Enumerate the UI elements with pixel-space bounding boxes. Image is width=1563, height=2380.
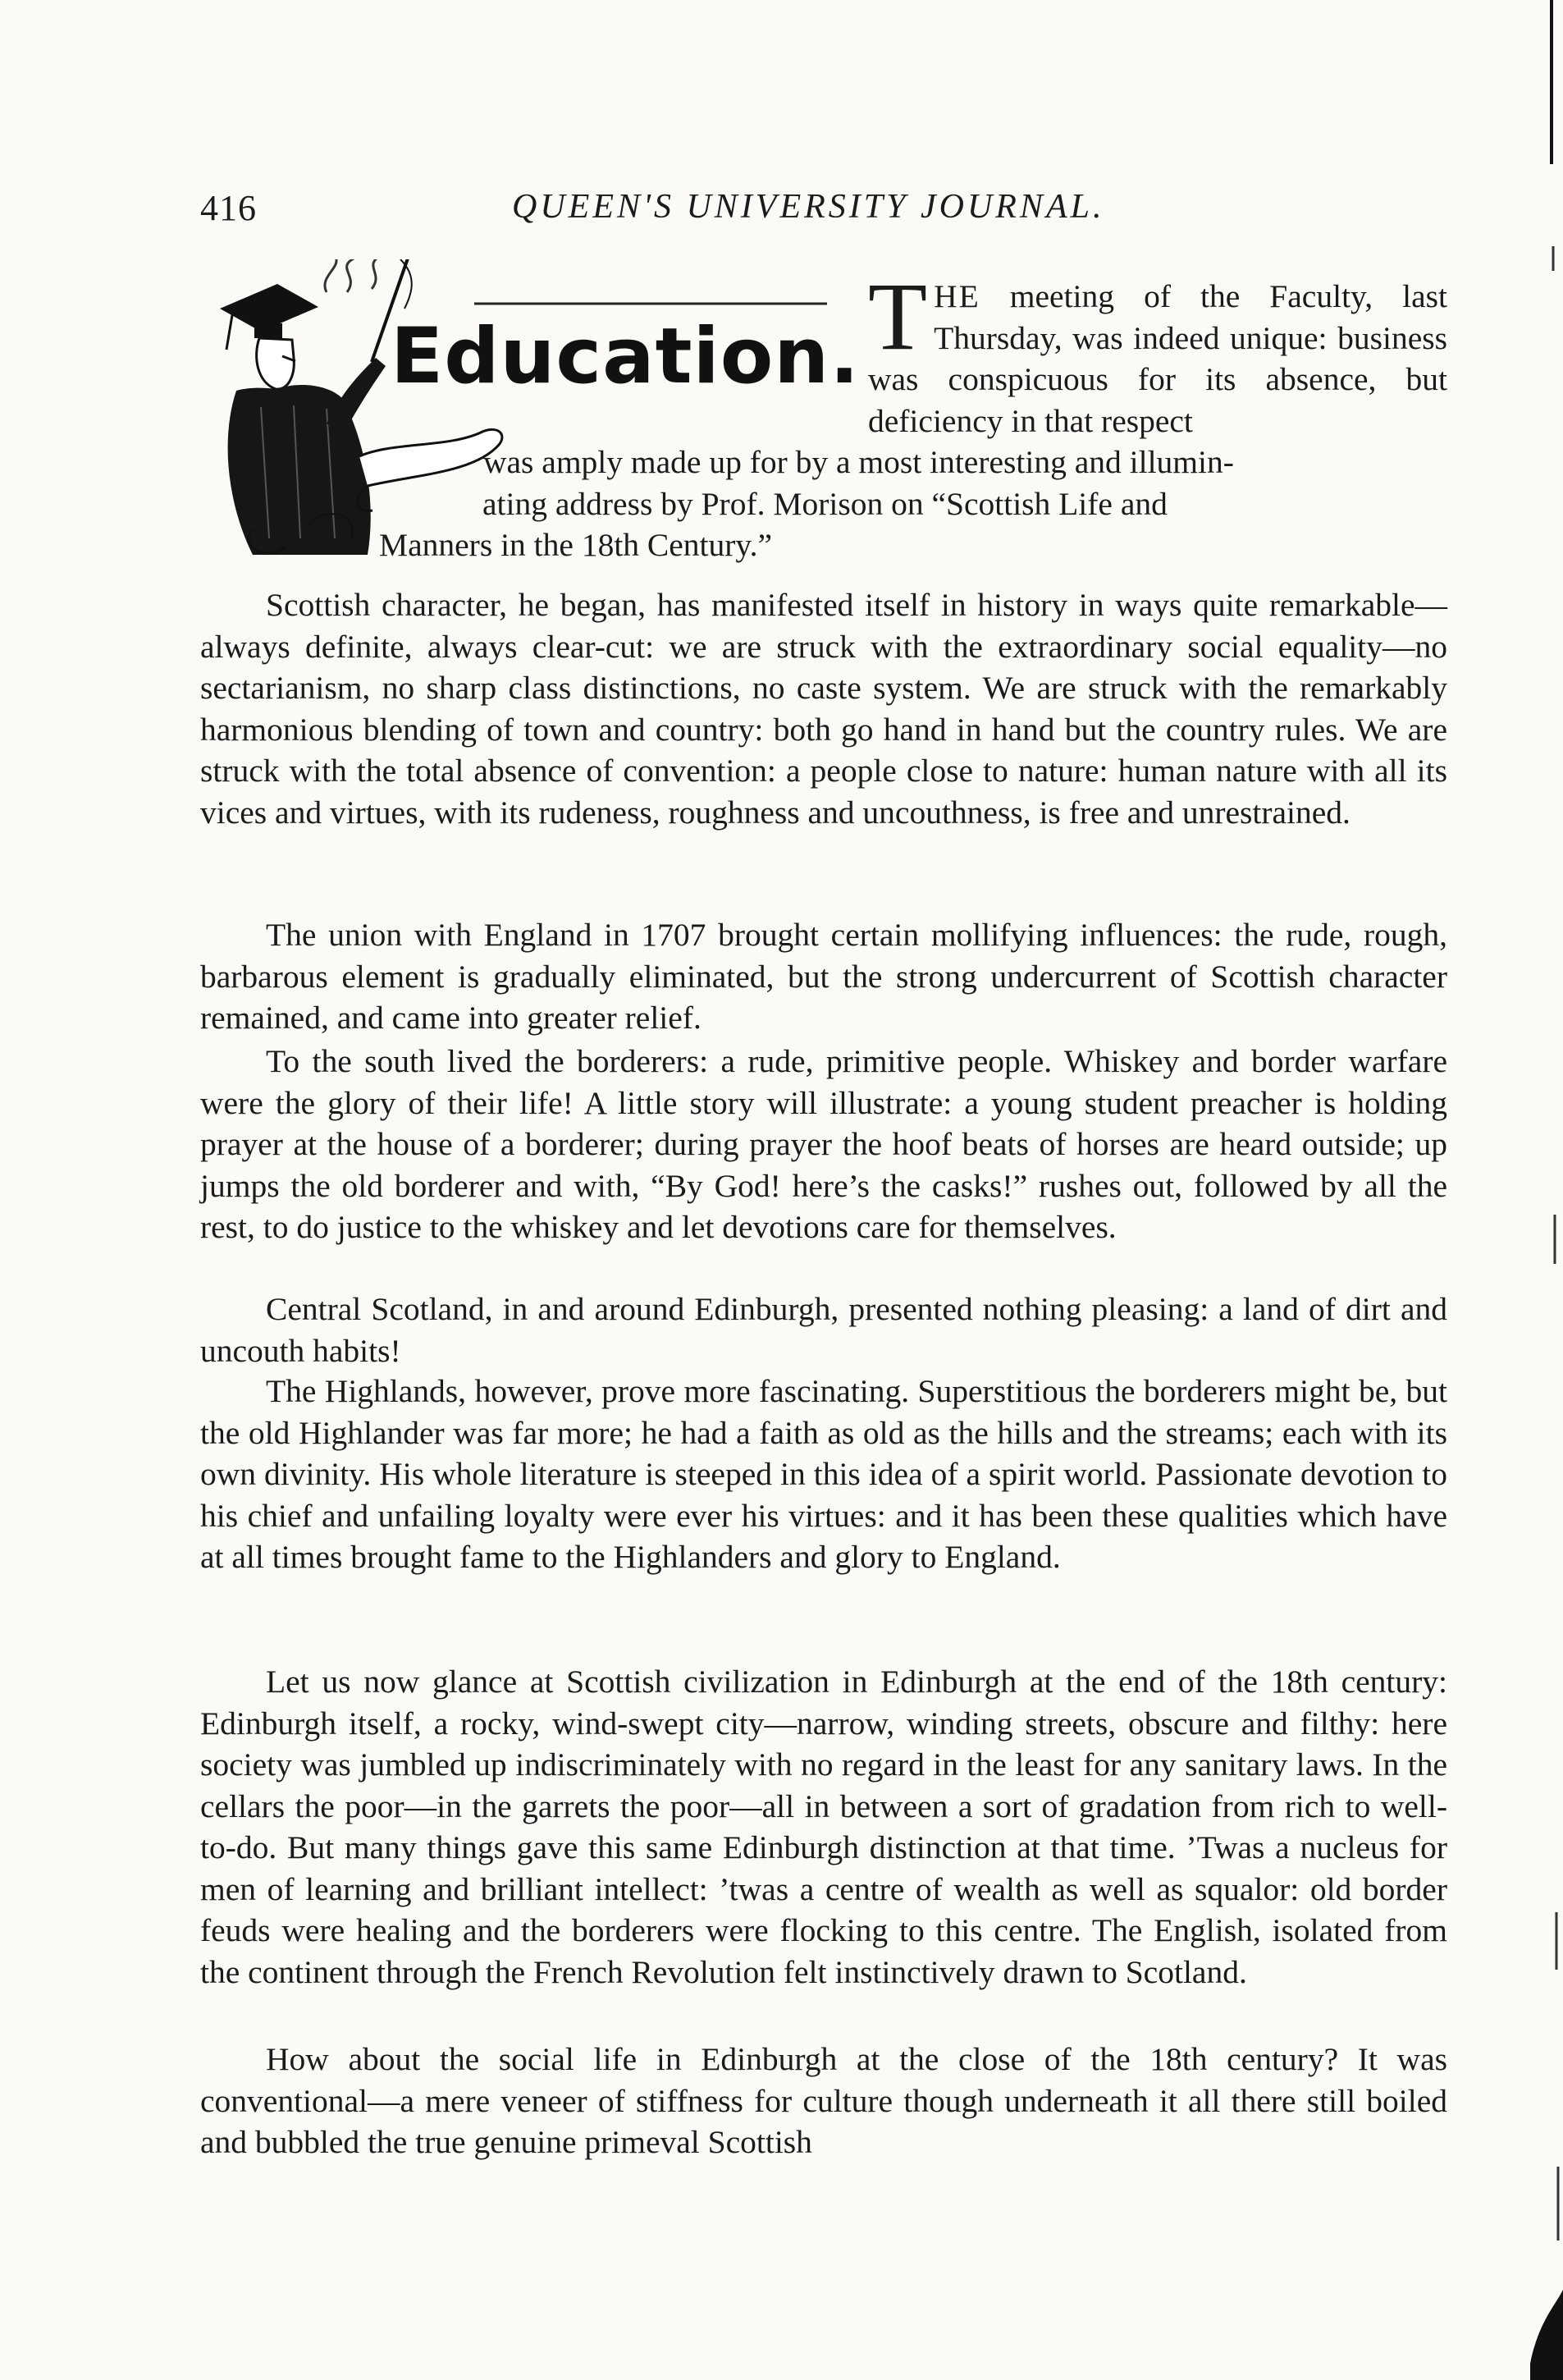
scan-edge-artifact-icon xyxy=(1530,0,1563,2380)
article-paragraph: Let us now glance at Scottish civilization in Edinburgh at the end of the 18th century: Edinburgh itself, a rocky, wind-swept city—narrow, winding streets, obscure and filthy: here society was jumbled up indiscriminately with no regard in the least for any sanitary laws. In the cellars the poor—in the garrets the poor—all in between a sort of gradation from rich to well-to-do. But many things gave this same Edinburgh distinction at that time. ’Twas a nucleus for men of learning and brilliant intellect: ’twas a centre of wealth as well as squalor: old border feuds were healing and the borderers were flocking to this centre. The English, isolated from the continent through the French Revolution felt instinctively drawn to Scotland. xyxy=(200,1664,1447,1990)
lead-line: Manners in the 18th Century.” xyxy=(379,527,773,563)
drop-cap: T xyxy=(868,263,928,370)
article-paragraph: How about the social life in Edinburgh at the close of the 18th century? It was conventional—a mere veneer of stiffness for culture though underneath it all there still boiled and bubbled the true genuine primeval Scottish xyxy=(200,2041,1447,2160)
article-paragraph: Central Scotland, in and around Edinburgh, presented nothing pleasing: a land of dirt and uncouth habits! xyxy=(200,1291,1447,1369)
article-paragraph: To the south lived the borderers: a rude, primitive people. Whiskey and border warfare were the glory of their life! A little story will illustrate: a young student preacher is holding prayer at the house of a borderer; during prayer the hoof beats of horses are heard outside; up jumps the old borderer and with, “By God! here’s the casks!” rushes out, followed by all the rest, to do justice to the whiskey and let devotions care for themselves. xyxy=(200,1043,1447,1245)
article-paragraph: Scottish character, he began, has manifested itself in history in ways quite remarkable—always definite, always clear-cut: we are struck with the extraordinary social equality—no sectarianism, no sharp class distinctions, no caste system. We are struck with the remarkably harmonious blending of town and country: both go hand in hand but the country rules. We are struck with the total absence of convention: a people close to nature: human nature with all its vices and virtues, with its rudeness, roughness and uncouthness, is free and unrestrained. xyxy=(200,587,1447,831)
lead-paragraph-opening xyxy=(868,263,1447,442)
department-title: Education. xyxy=(391,312,860,401)
lead-line: ating address by Prof. Morison on “Scottish Life and xyxy=(482,485,1168,522)
lead-text: meeting of the Faculty, last Thursday, was indeed unique: business was conspicuous for its absence, but deficiency in that respect xyxy=(868,278,1447,439)
lead-line: was amply made up for by a most interesting and illumin- xyxy=(483,444,1234,480)
article-paragraph: The Highlands, however, prove more fascinating. Superstitious the borderers might be, but the old Highlander was far more; he had a faith as old as the hills and the streams; each with its own divinity. His whole literature is steeped in this idea of a spirit world. Passionate devotion to his chief and unfailing loyalty were ever his virtues: and it has been these qualities which have at all times brought fame to the Highlanders and glory to England. xyxy=(200,1373,1447,1575)
lead-first-word-rest: HE xyxy=(934,278,980,314)
lead-paragraph-continuation xyxy=(200,442,1447,566)
article-paragraph: The union with England in 1707 brought certain mollifying influences: the rude, rough, barbarous element is gradually eliminated, but the strong undercurrent of Scottish character remained, and came into greater relief. xyxy=(200,917,1447,1036)
running-header xyxy=(200,187,1480,245)
journal-title: QUEEN'S UNIVERSITY JOURNAL. xyxy=(512,188,1105,226)
page-number: 416 xyxy=(200,188,257,228)
